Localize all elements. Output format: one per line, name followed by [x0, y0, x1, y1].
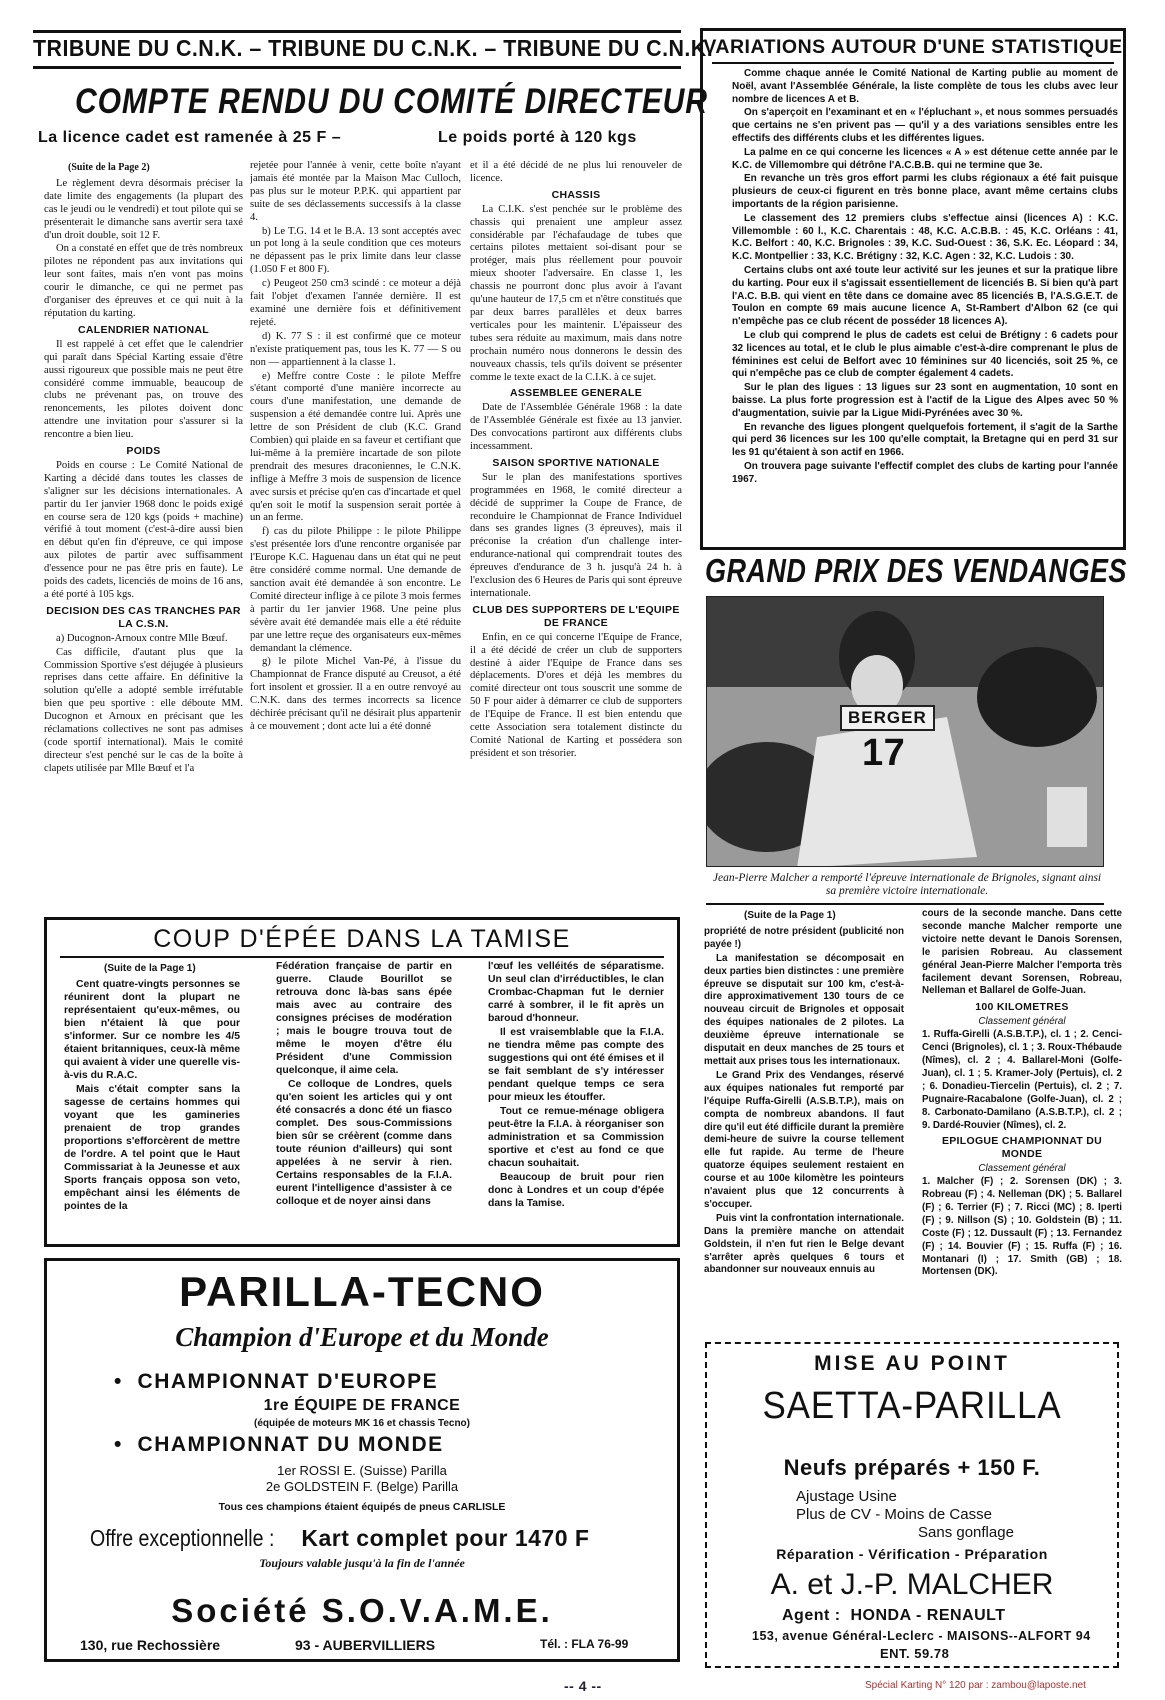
suite-note: (Suite de la Page 1) [104, 963, 196, 974]
paragraph: Sur le plan des manifestations sportives programmées en 1968, le comité directeur a décidé de supprimer la Coupe de France, de reconduire le Championnat de France Individuel dans ses grandes lignes (3 épreuves), mais il préconise la création d'un challenge inter-endurance-national qui comprendrait toutes des épreuves d'endurance de 3 h. jusqu'à 24 h. à l'exclusion des 6 Heures de Paris qui sont épreuve internationale. [470, 471, 682, 599]
paragraph: Mais c'était compter sans la sagesse de certains hommes qui voyant que les gamineries prenaient de trop grandes proportions s'efforcèrent de mettre de l'ordre. A tel point que le Haut Commissariat à la Jeunesse et aux Sports français opposa son veto, empêchant ainsi les éléments de pointes de la [64, 1084, 240, 1212]
paragraph: Date de l'Assemblée Générale 1968 : la date de l'Assemblée Générale est fixée au 13 janvier. Des convocations partiront aux différents clubs incessamment. [470, 402, 682, 453]
section-heading: CLUB DES SUPPORTERS DE L'EQUIPE DE FRANCE [472, 603, 680, 629]
parilla-company: Société S.O.V.A.M.E. [171, 1592, 553, 1629]
results-monde: 1. Malcher (F) ; 2. Sorensen (DK) ; 3. Robreau (F) ; 4. Nelleman (DK) ; 5. Ballarel (F) ; 6. Terrier (F) ; 7. Ricci (MC) ; 8. Iperti (F) ; 9. Nillson (S) ; 10. Goldstein (B) ; 11. Coste (F) ; 12. Dussault (F) ; 13. Fernandez (F) ; 14. Bouvier (F) ; 15. Ruffa (F) ; 16. Montanari (I) ; 17. Smith (GB) ; 18. Mortensen (DK). [922, 1176, 1122, 1278]
paragraph: l'œuf les velléités de séparatisme. Un seul clan d'irréductibles, le clan Crombac-Chapman fut le dernier carré à sombrer, il le fit après un baroud d'honneur. [488, 961, 664, 1024]
compte-rendu-subtitle-right: Le poids porté à 120 kgs [438, 129, 637, 146]
photo-bib-number: 17 [862, 732, 906, 774]
paragraph: et il a été décidé de ne plus lui renouveler de licence. [470, 160, 682, 184]
paragraph: La palme en ce qui concerne les licences « A » est détenue cette année par le K.C. de Villemombre qui détrône l'A.C.B.B. qui ne termine que 3e. [732, 146, 1118, 171]
paragraph: Il est rappelé à cet effet que le calendrier qui paraît dans Spécial Karting essaie d'être aussi rigoureux que possible mais ne peut être considéré comme immuable, beaucoup de clubs ne prévenant pas, on trouve des renoncements, les pilotes doivent donc attendre une invitation pour s'assurer si la rencontre a bien lieu. [44, 338, 243, 441]
paragraph: rejetée pour l'année à venir, cette boîte n'ayant jamais été montée par la Maison Mac Culloch, pas plus sur le moteur P.P.K. qui appartient par suite de ses déclassements successifs à la classe 4. [250, 160, 461, 223]
parilla-phone: Tél. : FLA 76-99 [540, 1637, 629, 1651]
section-heading: CHASSIS [551, 188, 601, 201]
parilla-bullet-2: • CHAMPIONNAT DU MONDE [114, 1433, 444, 1456]
paragraph: Beaucoup de bruit pour rien donc à Londres et un coup d'épée dans la Tamise. [488, 1172, 664, 1209]
paragraph: Le club qui comprend le plus de cadets est celui de Brétigny : 6 cadets pour 32 licences au total, et le club le plus aimable c'est-à-dire comprenant le plus de féminines est celui de Belfort avec 10 féminines sur 40 licenciés, soit 25 %, ce qui n'empêche pas ce club de compter également 4 cadets. [732, 329, 1118, 380]
parilla-address: 130, rue Rechossière [80, 1637, 221, 1653]
agent-value: HONDA - RENAULT [850, 1607, 1006, 1624]
offer-value: Kart complet pour 1470 F [301, 1525, 590, 1551]
paragraph: En revanche un très gros effort parmi les clubs régionaux a été fait puisque plusieurs de ceux-ci figurent en très bonne place, avant même certains clubs importants de la région parisienne. [732, 173, 1118, 210]
paragraph: Poids en course : Le Comité National de Karting a décidé dans toutes les classes de s'aligner sur les décisions internationales. A partir du 1er janvier 1968 donc le poids exigé en course sera de 120 kgs (poids + machine) vérifié à tout moment (c'est-à-dire aussi bien en début qu'en fin d'épreuve, ce qui impose aux pilotes de partir avec suffisamment d'essence pour ne pas être pris en faute). Le poids des cadets, licenciés de moins de 16 ans, a été porté à 105 kgs. [44, 459, 243, 600]
classement-label: Classement général [978, 1163, 1066, 1175]
section-heading: CALENDRIER NATIONAL [78, 323, 209, 336]
grand-prix-title: GRAND PRIX DES VENDANGES [705, 552, 1127, 589]
caption-rule [706, 903, 1104, 905]
section-heading: SAISON SPORTIVE NATIONALE [492, 456, 660, 469]
saetta-phone: ENT. 59.78 [880, 1646, 950, 1661]
paragraph: On a constaté en effet que de très nombreux pilotes ne répondent pas aux invitations qui leur sont faites, mais n'en vont pas moins courir le dimanche, ce qui ne permet pas d'organiser des épreuves et ce qui nuit à la réputation du karting. [44, 243, 243, 319]
saetta-neufs: Neufs préparés + 150 F. [783, 1455, 1041, 1480]
compte-rendu-column-3 [470, 160, 682, 905]
parilla-tires-note: Tous ces champions étaient équipés de pneus CARLISLE [218, 1501, 506, 1513]
parilla-europe-note: (équipée de moteurs MK 16 et chassis Tecno) [254, 1418, 470, 1429]
saetta-heading: MISE AU POINT [814, 1352, 1010, 1375]
compte-rendu-column-1 [44, 160, 243, 905]
paragraph: propriété de notre président (publicité non payée !) [704, 925, 904, 950]
paragraph: d) K. 77 S : il est confirmé que ce moteur n'existe pratiquement pas, tous les K. 77 — S ou non — appartiennent à la classe 1. [250, 330, 461, 368]
paragraph: Cent quatre-vingts personnes se réunirent dont la plupart ne représentaient qu'eux-mêmes, ou bien n'étaient là que pour s'informer. Sur ce nombre les 4/5 étaient britanniques, ceux-là même qui avaient à vider une querelle vis-à-vis du R.A.C. [64, 979, 240, 1081]
compte-rendu-subtitle-left: La licence cadet est ramenée à 25 F – [38, 129, 342, 146]
paragraph: La C.I.K. s'est penchée sur le problème des chassis qui prenaient une ampleur assez considérable par l'échafaudage de tubes que certains pilotes mettaient soi-disant pour se protéger, mais plus réellement pour pouvoir mieux shooter l'adversaire. En classe 1, les chassis ne pourront donc plus avoir à l'avant qu'une hauteur de 17,5 cm et n'être constitués que par deux barres parallèles et deux barres verticales pour les maintenir. L'épaisseur des tubes sera réduite au maximum, mais dans notre prochain numéro nous donnerons le dessin des nouveaux chassis, tels qu'ils doivent se présenter comme le texte exact de la C.I.K. à ce sujet. [470, 203, 682, 383]
compte-rendu-title: COMPTE RENDU DU COMITÉ DIRECTEUR [75, 82, 708, 121]
banner-top-rule [33, 30, 681, 33]
paragraph: La manifestation se décomposait en deux parties bien distinctes : une première épreuve se disputait sur 100 km, c'est-à-dire approximativement 130 tours de ce nouveau circuit de Brignoles et opposait des équipes nationales de 2 pilotes. La deuxième épreuve internationale se disputait en deux manches de 25 tours et mettait aux prises tous les internationaux. [704, 952, 904, 1067]
paragraph: g) le pilote Michel Van-Pé, à l'issue du Championnat de France disputé au Creusot, a été fort insolent et grossier. Il a en outre renvoyé au C.N.K. dans des termes incorrects sa licence déchirée précisant qu'il ne désirait plus appartenir à ce mouvement ; dont acte lui a été donné [250, 656, 461, 732]
paragraph: cours de la seconde manche. Dans cette seconde manche Malcher remporte une victoire nette devant le Danois Sorensen, le parisien Robreau. Au classement général Jean-Pierre Malcher l'emporta très facilement devant Sorensen, Robreau, Nelleman et Ballarel de Golfe-Juan. [922, 908, 1122, 997]
paragraph: Le classement des 12 premiers clubs s'effectue ainsi (licences A) : K.C. Villemomble : 60 l., K.C. Charentais : 48, K.C. A.C.B.B. : 45, K.C. Orléans : 41, K.C. Belfort : 40, K.C. Brignoles : 39, K.C. Sud-Ouest : 36, S.K. Ec. Léopard : 34, K.C. Montpellier : 33, K.C. Brétigny : 32, K.C. Agen : 32, K.C. Ludois : 30. [732, 212, 1118, 263]
saetta-dealer: A. et J.-P. MALCHER [770, 1568, 1054, 1601]
paragraph: Puis vint la confrontation internationale. Dans la première manche on attendait Goldstein, il n'en fut rien le Belge devant s'arrêter après quelques 6 tours et abandonner sur nouveaux ennuis au [704, 1212, 904, 1276]
malcher-photo [706, 596, 1104, 867]
paragraph: Comme chaque année le Comité National de Karting publie au moment de Noël, avant l'Assemblée Générale, la liste complète de tous les clubs avec leur nombre de licences A et B. [732, 68, 1118, 105]
parilla-offer [90, 1525, 589, 1552]
coup-epee-title: COUP D'ÉPÉE DANS LA TAMISE [153, 925, 571, 953]
saetta-line-2: Plus de CV - Moins de Casse [796, 1506, 992, 1523]
saetta-services: Réparation - Vérification - Préparation [776, 1546, 1048, 1562]
parilla-result-1: 1er ROSSI E. (Suisse) Parilla [277, 1463, 447, 1478]
variations-body [732, 68, 1118, 545]
agent-label: Agent : [782, 1607, 841, 1624]
paragraph: Ce colloque de Londres, quels qu'en soient les articles qui y ont été consacrés a donc été un fiasco complet. Des sous-Commissions bien sûr se créèrent (comme dans toute réunion d'ailleurs) qui sont appelées à ne servir à rien. Certains responsables de la F.I.A. eurent l'intelligence d'assister à ce colloque et de noyer ainsi dans [276, 1079, 452, 1207]
coup-epee-column-1 [64, 960, 240, 1240]
paragraph: Cas difficile, d'autant plus que la Commission Sportive s'est déjugée à plusieurs reprises dans cette affaire. En définitive la solution qu'elle a adopté semble irréfutable bien que peu sportive : elle déboute MM. Ducognon et Arnoux en précisant que les réclamations collectives ne sont pas admises (code sportif international). Mais le comité directeur s'est penché sur le cas de la boîte à clapets utilisée par Mlle Bœuf et l'a [44, 646, 243, 774]
parilla-tagline: Champion d'Europe et du Monde [175, 1322, 549, 1352]
variations-title: VARIATIONS AUTOUR D'UNE STATISTIQUE [703, 36, 1123, 58]
photo-caption: Jean-Pierre Malcher a remporté l'épreuve internationale de Brignoles, signant ainsi sa première victoire internationale. [712, 872, 1102, 897]
parilla-brand: PARILLA-TECNO [179, 1268, 545, 1315]
paragraph: Enfin, en ce qui concerne l'Equipe de France, il a été décidé de créer un club de supporters destiné à aider l'Equipe de France dans ses déplacements. D'ores et déjà les membres du comité directeur ont tous souscrit une somme de 50 F pour aider à démarrer ce club de supporters de l'Equipe de France. Il est bien entendu que cette Association sera totalement distincte du Comité National de Karting et possédera son président et son trésorier. [470, 631, 682, 759]
paragraph: f) cas du pilote Philippe : le pilote Philippe s'est présentée lors d'une rencontre organisée par l'Europe K.C. Haguenau dans un état qui ne peut être considéré comme normal. Une demande de sanction avait été demandée à son encontre. Le Comité directeur inflige à ce pilote 3 mois fermes à partir du 1er janvier 1968. Une peine plus sévère avait été demandée mais elle a été réduite par une lettre reçue des organisateurs eux-mêmes demandant la clémence. [250, 526, 461, 654]
paragraph: On s'aperçoit en l'examinant et en « l'épluchant », et nous sommes persuadés que certains ne s'en privent pas — qu'il y a des variations sensibles entre les effectifs des différents clubs et les différentes ligues. [732, 107, 1118, 144]
banner-bottom-rule [33, 66, 681, 69]
saetta-line-3: Sans gonflage [918, 1524, 1014, 1541]
paragraph: Tout ce remue-ménage obligera peut-être la F.I.A. à réorganiser son administration et sa Commission sportive et c'est au fond ce que chacun souhaitait. [488, 1106, 664, 1169]
saetta-brand: SAETTA-PARILLA [762, 1385, 1062, 1427]
variations-title-rule [712, 62, 1114, 64]
paragraph: Il est vraisemblable que la F.I.A. ne tiendra même pas compte des suggestions qui ont été émises et il se fait semblant de s'y intéresser pendant quelque temps ce sera pour mieux les étouffer. [488, 1027, 664, 1103]
paragraph: En revanche des ligues plongent quelquefois fortement, il s'agit de la Sarthe qui perd 36 licences sur les 100 qu'elle comptait, la Bretagne qui en perd 31 sur les 91 qu'étaient à son actif en 1966. [732, 421, 1118, 459]
paragraph: a) Ducognon-Arnoux contre Mlle Bœuf. [56, 632, 228, 644]
parilla-europe-team: 1re ÉQUIPE DE FRANCE [263, 1397, 461, 1414]
paragraph: Le règlement devra désormais préciser la date limite des engagements (la plupart des cas le jeudi ou le vendredi) et tout pilote qui se présenterait le dimanche sans avertir sera taxé d'un droit double, soit 12 F. [44, 177, 243, 241]
paragraph: Sur le plan des ligues : 13 ligues sur 23 sont en augmentation, 10 sont en baisse. La plus forte progression est à l'actif de la Ligue des Alpes avec 50 % d'augmentation, suivie par la Ligue Midi-Pyrénées avec 30 %. [732, 382, 1118, 419]
grand-prix-column-2 [922, 908, 1122, 1338]
page-number: -- 4 -- [564, 1678, 602, 1694]
section-heading: ASSEMBLEE GENERALE [510, 387, 642, 400]
banner: TRIBUNE DU C.N.K. – TRIBUNE DU C.N.K. – TRIBUNE DU C.N.K. [33, 35, 714, 61]
footer-credit: Spécial Karting N° 120 par : zambou@laposte.net [865, 1680, 1086, 1691]
paragraph: c) Peugeot 250 cm3 scindé : ce moteur a déjà fait l'objet d'examen l'année dernière. Il est examiné une dernière fois et définitivement rejeté. [250, 278, 461, 328]
photo-bib-sign: BERGER [840, 705, 935, 731]
saetta-agent [782, 1607, 1006, 1625]
offer-label: Offre exceptionnelle : [90, 1525, 275, 1551]
grand-prix-column-1 [704, 908, 904, 1338]
parilla-postcode: 93 - AUBERVILLIERS [295, 1637, 436, 1653]
saetta-line-1: Ajustage Usine [796, 1488, 897, 1505]
parilla-offer-note: Toujours valable jusqu'à la fin de l'année [259, 1556, 465, 1570]
paragraph: Le Grand Prix des Vendanges, réservé aux équipes nationales fut remporté par l'équipe Ruffa-Girelli (A.S.B.T.P.), mais on compta de nombreux abandons. Il faut dire qu'il eut été difficile durant la première demi-heure de suivre la course tellement elle fut rapide. Au terme de l'heure quatorze équipes seulement restaient en course et au 100e kilomètre les pointeurs n'avaient plus que 12 concurrents à s'occuper. [704, 1069, 904, 1210]
paragraph: Fédération française de partir en guerre. Claude Bourillot se retrouva donc là-bas sans épée mais avec au contraire des consignes précises de modération ; mais le bougre trouva tout de même le moyen d'être élu Président d'une Commission quelconque, il aime cela. [276, 961, 452, 1076]
championship-europe: CHAMPIONNAT D'EUROPE [137, 1370, 439, 1393]
parilla-bullet-1: • CHAMPIONNAT D'EUROPE [114, 1370, 439, 1393]
saetta-address: 153, avenue Général-Leclerc - MAISONS--ALFORT 94 [752, 1629, 1091, 1643]
paragraph: e) Meffre contre Coste : le pilote Meffre s'étant comporté d'une manière incorrecte au cours d'une manifestation, une demande de suspension a été demandée contre lui. Après une lettre de son Président de club (K.C. Grand Combien) qui plaide en sa faveur et certifiant que lui-même à la première incartade de son pilote prendrait des mesures draconiennes, le C.N.K. inflige à Meffre 3 mois de suspension de licence avec sursis et précise qu'en cas d'incartade et quel qu'en soit le motif la suspension serait portée à un an ferme. [250, 370, 461, 524]
photo-illustration [707, 597, 1104, 867]
compte-rendu-column-2 [250, 160, 461, 905]
championship-monde: CHAMPIONNAT DU MONDE [137, 1433, 444, 1456]
coup-epee-title-rule [60, 956, 664, 958]
section-heading: EPILOGUE CHAMPIONNAT DU MONDE [941, 1135, 1103, 1161]
section-heading: POIDS [126, 445, 161, 458]
results-100km: 1. Ruffa-Girelli (A.S.B.T.P.), cl. 1 ; 2. Cenci-Cenci (Brignoles), cl. 1 ; 3. Roux-Thébaude (Nîmes), cl. 2 ; 4. Ballarel-Moni (Golfe-Juan), cl. 1 ; 5. Kramer-Joly (Pertuis), cl. 2 ; 6. Donadieu-Tiercelin (Pertuis), cl. 2 ; 7. Pugnaire-Racabalone (Golfe-Juan), cl. 2 ; 8. Carbonato-Damilano (A.S.B.T.P.), cl. 2 ; 9. Dardé-Rouvier (Nîmes), cl. 2. [922, 1029, 1122, 1131]
section-heading: DECISION DES CAS TRANCHES PAR LA C.S.N. [46, 604, 241, 630]
suite-note: (Suite de la Page 1) [744, 910, 836, 921]
suite-note: (Suite de la Page 2) [68, 162, 150, 173]
classement-label: Classement général [978, 1016, 1066, 1028]
section-heading: 100 KILOMETRES [975, 1001, 1069, 1014]
coup-epee-column-3 [488, 960, 664, 1240]
paragraph: Certains clubs ont axé toute leur activité sur les jeunes et sur la pratique libre du karting. Pour eux il s'agissait essentiellement de licenciés B. Si bien qu'à part l'A.C. B.B. qui vient en tête dans ce domaine avec 85 licenciés B, l'A.S.G.E.T. de Toulon en compte 69 mais aucune licence A, St-Rambert d'Albon 62 (ce qui n'empêche pas ce club récent de posséder 18 licences A). [732, 264, 1118, 328]
coup-epee-column-2 [276, 960, 452, 1240]
paragraph: On trouvera page suivante l'effectif complet des clubs de karting pour l'année 1967. [732, 460, 1118, 485]
paragraph: b) Le T.G. 14 et le B.A. 13 sont acceptés avec un pot long à la seule condition que ces moteurs ne dépassent pas le prix limite dans leur classe (1.050 F et 800 F). [250, 225, 461, 276]
parilla-result-2: 2e GOLDSTEIN F. (Belge) Parilla [265, 1479, 459, 1494]
